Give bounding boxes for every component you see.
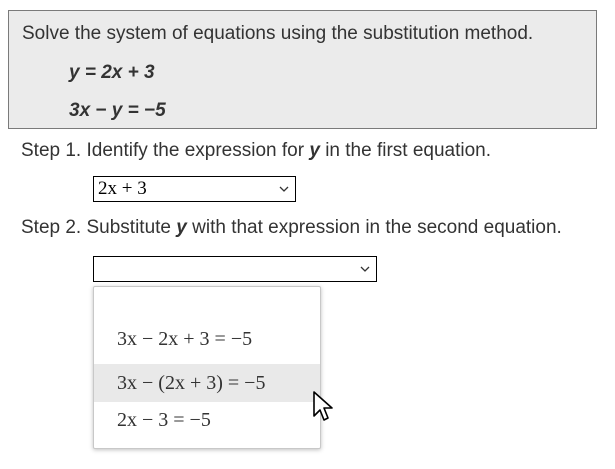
problem-box (8, 10, 597, 129)
chevron-down-icon (360, 265, 370, 273)
step-1-selected-value: 2x + 3 (98, 178, 147, 199)
step-2-suffix: with that expression in the second equation. (186, 217, 562, 238)
step-2-variable: y (176, 217, 187, 238)
dropdown-option-label: 3x − 2x + 3 = −5 (117, 328, 253, 350)
dropdown-option-hovered[interactable] (94, 364, 320, 402)
chevron-down-icon (279, 185, 289, 193)
step-1-suffix: in the first equation. (319, 140, 492, 161)
equation-1: y = 2x + 3 (69, 62, 155, 83)
problem-instruction: Solve the system of equations using the substitution method. (22, 23, 534, 44)
step-2-select[interactable] (93, 256, 377, 282)
step-2-dropdown-list (93, 286, 321, 449)
step-2-prompt (21, 217, 562, 239)
step-1-prompt (21, 140, 491, 162)
step-1-variable: y (309, 140, 320, 161)
dropdown-option[interactable] (94, 320, 320, 358)
equation-2: 3x − y = −5 (69, 100, 166, 121)
step-1-prefix: Step 1. Identify the expression for (21, 140, 310, 161)
mouse-pointer-icon (312, 390, 334, 424)
dropdown-option-label: 3x − (2x + 3) = −5 (117, 372, 266, 394)
step-2-prefix: Step 2. Substitute (21, 217, 177, 238)
dropdown-option[interactable] (94, 401, 320, 439)
dropdown-option-label: 2x − 3 = −5 (117, 409, 211, 431)
step-1-select[interactable] (93, 176, 296, 202)
